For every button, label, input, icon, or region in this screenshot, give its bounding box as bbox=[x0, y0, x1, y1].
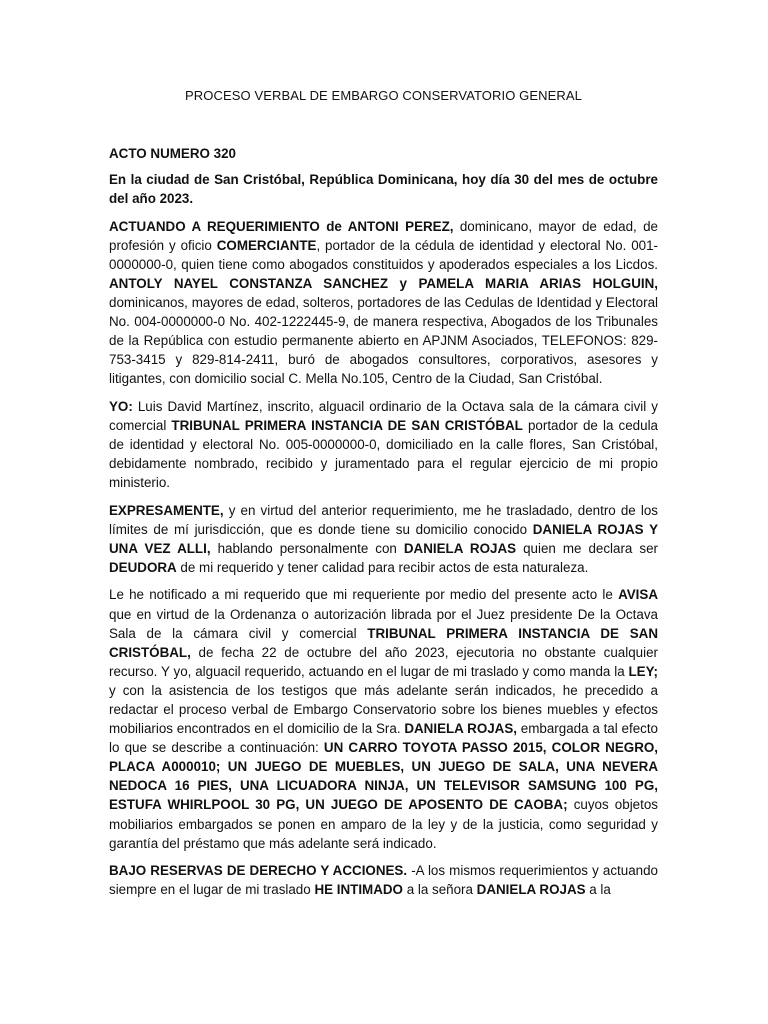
text-run: ACTUANDO A REQUERIMIENTO de ANTONI PEREZ, bbox=[109, 218, 454, 234]
document-title: PROCESO VERBAL DE EMBARGO CONSERVATORIO GENERAL bbox=[185, 88, 582, 103]
text-run: cuyos objetos mobiliarios embargados se ponen en amparo de la ley y de la justicia, como seguridad y garantía del préstamo que más adelante será indicado. bbox=[109, 797, 658, 851]
act-number: ACTO NUMERO 320 bbox=[109, 146, 236, 161]
paragraph bbox=[109, 397, 658, 492]
paragraph bbox=[109, 217, 658, 389]
text-run: TRIBUNAL PRIMERA INSTANCIA DE SAN CRISTÓBAL bbox=[171, 417, 523, 433]
text-run: , portador de la cédula de identidad y electoral No. 001-0000000-0, quien tiene como abogados constituidos y apoderados especiales a los Licdos. bbox=[109, 237, 658, 272]
text-run: a la señora bbox=[402, 882, 477, 898]
text-run: portador de la cedula de identidad y electoral No. 005-0000000-0, domiciliado en la calle flores, San Cristóbal, debidamente nombrado, recibido y juramentado para el regular ejercicio de mi propio ministerio. bbox=[109, 417, 658, 491]
text-run: embargada a tal efecto lo que se describe a continuación: bbox=[109, 721, 659, 756]
text-run: EXPRESAMENTE, bbox=[109, 502, 224, 518]
text-run: ANTOLY NAYEL CONSTANZA SANCHEZ y PAMELA MARIA ARIAS HOLGUIN, bbox=[109, 275, 658, 291]
text-run: quien me declara ser bbox=[516, 540, 658, 556]
text-run: Luis David Martínez, inscrito, alguacil ordinario de la Octava sala de la cámara civil y comercial bbox=[109, 398, 658, 433]
text-run: BAJO RESERVAS DE DERECHO Y ACCIONES. bbox=[109, 863, 408, 879]
text-run: DEUDORA bbox=[109, 559, 177, 575]
text-run: a la bbox=[585, 882, 611, 898]
text-run: que en virtud de la Ordenanza o autorización librada por el Juez presidente De la Octava Sala de la cámara civil y comercial bbox=[109, 606, 658, 641]
paragraph bbox=[109, 170, 658, 208]
text-run: de fecha 22 de octubre del año 2023, ejecutoria no obstante cualquier recurso. Y yo, alguacil requerido, actuando en el lugar de mi traslado y como manda la bbox=[109, 644, 658, 679]
paragraph bbox=[109, 585, 658, 852]
text-run: Le he notificado a mi requerido que mi requeriente por medio del presente acto le bbox=[109, 587, 619, 603]
text-run: UN CARRO TOYOTA PASSO 2015, COLOR NEGRO, PLACA A000010; UN JUEGO DE MUEBLES, UN JUEGO DE SALA, UNA NEVERA NEDOCA 16 PIES, UNA LICUADORA NINJA, UN TELEVISOR SAMSUNG 100 PG, ESTUFA WHIRLPOOL 30 PG, UN JUEGO DE APOSENTO DE CAOBA; bbox=[109, 740, 658, 813]
document-body bbox=[109, 170, 658, 908]
text-run: HE INTIMADO bbox=[314, 882, 403, 898]
text-run: YO: bbox=[109, 398, 133, 414]
text-run: y en virtud del anterior requerimiento, me he trasladado, dentro de los límites de mí jurisdicción, que es donde tiene su domicilio conocido bbox=[109, 502, 658, 537]
paragraph bbox=[109, 861, 658, 899]
paragraph bbox=[109, 501, 658, 577]
text-run: de mi requerido y tener calidad para recibir actos de esta naturaleza. bbox=[176, 559, 589, 575]
text-run: hablando personalmente con bbox=[210, 540, 404, 556]
text-run: y con la asistencia de los testigos que más adelante serán indicados, he precedido a redactar el proceso verbal de Embargo Conservatorio sobre los bienes muebles y efectos mobiliarios encontrados en el domicilio de la Sra. bbox=[109, 682, 658, 737]
text-run: dominicanos, mayores de edad, solteros, portadores de las Cedulas de Identidad y Electoral No. 004-0000000-0 No. 402-1222445-9, de manera respectiva, Abogados de los Tribunales de la República con estudio permanente abierto en APJNM Asociados, TELEFONOS: 829-753-3415 y 829-814-2411, buró de abogados consultores, corporativos, asesores y litigantes, con domicilio social C. Mella No.105, Centro de la Ciudad, San Cristóbal. bbox=[109, 294, 658, 387]
text-run: DANIELA ROJAS, bbox=[404, 721, 518, 737]
text-run: DANIELA ROJAS bbox=[476, 882, 586, 898]
text-run: COMERCIANTE bbox=[216, 237, 317, 253]
text-run: dominicano, mayor de edad, de profesión y oficio bbox=[109, 218, 658, 253]
text-run: DANIELA ROJAS Y UNA VEZ ALLI, bbox=[109, 521, 658, 556]
text-run: DANIELA ROJAS bbox=[403, 540, 517, 556]
text-run: -A los mismos requerimientos y actuando siempre en el lugar de mi traslado bbox=[109, 863, 658, 898]
text-run: LEY; bbox=[628, 663, 658, 679]
text-run: AVISA bbox=[618, 587, 658, 603]
text-run: En la ciudad de San Cristóbal, República Dominicana, hoy día 30 del mes de octubre del año 2023. bbox=[109, 172, 658, 207]
text-run: TRIBUNAL PRIMERA INSTANCIA DE SAN CRISTÓBAL, bbox=[109, 625, 659, 660]
